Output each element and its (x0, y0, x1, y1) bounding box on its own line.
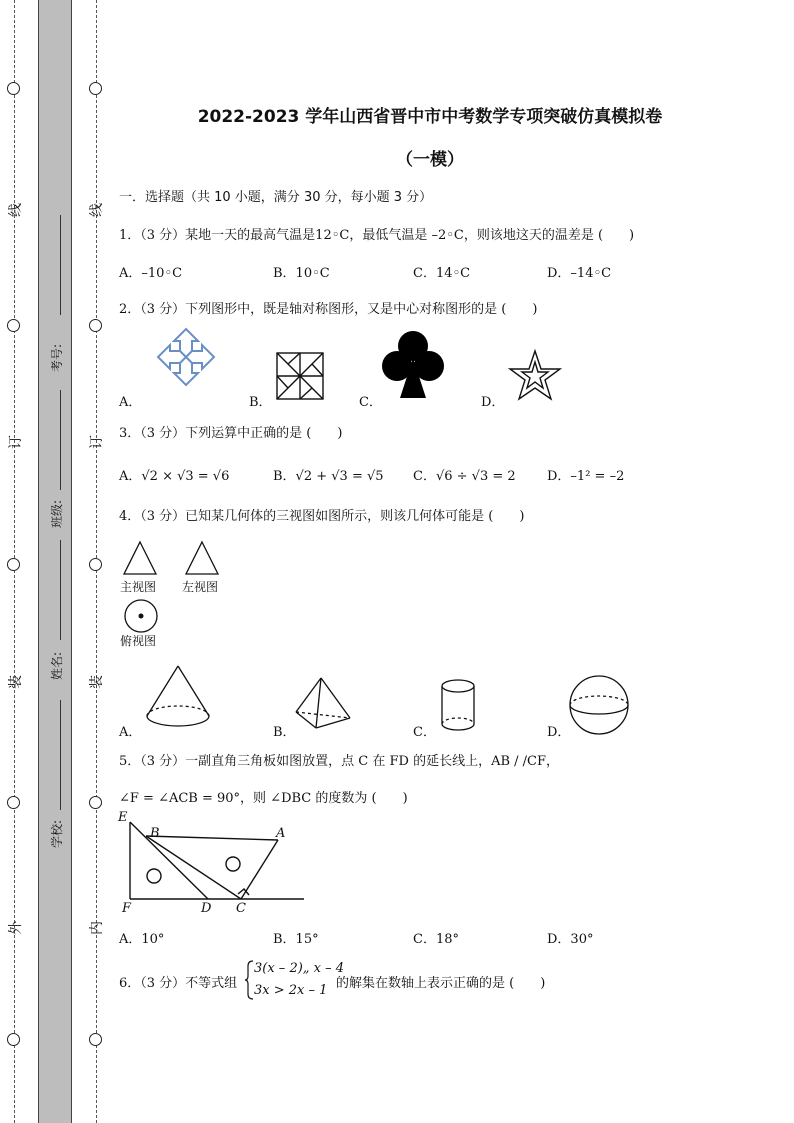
school-blank (60, 700, 61, 810)
q4-label-d: D． (547, 725, 571, 740)
q5-stem-line1: 5．（3 分）一副直角三角板如图放置，点 C 在 FD 的延长线上，AB / /CF， (119, 754, 560, 769)
inner-cut-char: 线 (89, 203, 105, 217)
q1-option-a: A．–10◦C (119, 266, 183, 281)
q4-top-view-label: 俯视图 (120, 634, 157, 648)
q5-label-a: A (276, 826, 286, 841)
q5-option-c: C．18° (413, 932, 459, 947)
binding-strip (38, 0, 72, 1123)
q2-label-d: D． (481, 395, 505, 410)
q4-pyramid-figure (294, 676, 352, 732)
q5-label-b: B (150, 826, 160, 841)
q5-label-d: D (201, 901, 212, 916)
inner-cut-char: 订 (89, 435, 105, 449)
q2-label-a: A． (119, 395, 142, 410)
q3-option-a: A．√2 × √3 = √6 (119, 469, 230, 484)
q2-label-b: B． (249, 395, 272, 410)
q5-label-e: E (118, 810, 128, 825)
q4-side-view-triangle (184, 540, 220, 576)
q3-option-b: B．√2 + √3 = √5 (273, 469, 384, 484)
q6-stem-start: 6．（3 分）不等式组 (119, 976, 238, 991)
class-label: 班级: (50, 499, 64, 528)
q4-front-view-label: 主视图 (120, 580, 157, 594)
q4-sphere-figure (568, 674, 630, 736)
outer-cut-char: 装 (8, 675, 24, 689)
q5-option-a: A．10° (119, 932, 165, 947)
q5-option-d: D．30° (547, 932, 594, 947)
q3-option-c: C．√6 ÷ √3 = 2 (413, 469, 516, 484)
q6-stem-end: 的解集在数轴上表示正确的是 ( ) (336, 976, 546, 991)
q4-side-view-label: 左视图 (182, 580, 219, 594)
q6-system-brace (244, 960, 254, 1000)
q2-label-c: C． (359, 395, 382, 410)
q2-club-figure (380, 328, 446, 400)
exam-number-label: 考号: (50, 343, 64, 372)
binding-hole (7, 319, 20, 332)
inner-cut-char: 内 (89, 921, 105, 935)
class-blank (60, 390, 61, 490)
binding-hole (89, 319, 102, 332)
binding-hole (89, 1033, 102, 1046)
q2-arrows-figure (146, 327, 226, 391)
q1-option-c: C．14◦C (413, 266, 471, 281)
name-label: 姓名: (50, 651, 64, 680)
q5-label-c: C (236, 901, 246, 916)
q2-stem: 2．（3 分）下列图形中，既是轴对称图形，又是中心对称图形的是 ( ) (119, 302, 538, 317)
binding-hole (7, 1033, 20, 1046)
q4-cylinder-figure (440, 678, 476, 734)
q4-front-view-triangle (122, 540, 158, 576)
q4-top-view-circle (122, 598, 160, 634)
inner-cut-char: 装 (89, 675, 105, 689)
q4-cone-figure (144, 664, 212, 730)
q2-star-figure (508, 350, 562, 402)
q2-pinwheel-figure (276, 352, 324, 400)
q4-label-a: A． (119, 725, 142, 740)
q6-inequality-1: 3(x – 2)„ x – 4 (254, 961, 345, 976)
q1-option-d: D．–14◦C (547, 266, 612, 281)
outer-cut-char: 外 (8, 921, 24, 935)
exam-number-blank (60, 215, 61, 315)
q5-stem-line2: ∠F = ∠ACB = 90°，则 ∠DBC 的度数为 ( ) (119, 791, 408, 806)
binding-hole (7, 82, 20, 95)
outer-cut-char: 线 (8, 203, 24, 217)
binding-hole (89, 796, 102, 809)
name-blank (60, 540, 61, 640)
section-heading: 一．选择题（共 10 小题，满分 30 分，每小题 3 分） (119, 190, 433, 205)
q1-option-b: B．10◦C (273, 266, 330, 281)
paper-subtitle: （一模） (396, 150, 464, 170)
q5-label-f: F (122, 901, 132, 916)
q3-stem: 3．（3 分）下列运算中正确的是 ( ) (119, 426, 343, 441)
q1-stem: 1．（3 分）某地一天的最高气温是12◦C，最低气温是 –2◦C，则该地这天的温差是 ( ) (119, 228, 635, 243)
binding-hole (7, 558, 20, 571)
q4-label-c: C． (413, 725, 436, 740)
binding-hole (89, 558, 102, 571)
q6-inequality-2: 3x > 2x – 1 (254, 983, 328, 998)
school-label: 学校: (50, 819, 64, 848)
q5-option-b: B．15° (273, 932, 319, 947)
binding-hole (7, 796, 20, 809)
outer-cut-char: 订 (8, 435, 24, 449)
q3-option-d: D．–1² = –2 (547, 469, 625, 484)
q4-stem: 4．（3 分）已知某几何体的三视图如图所示，则该几何体可能是 ( ) (119, 509, 525, 524)
binding-hole (89, 82, 102, 95)
paper-title: 2022-2023 学年山西省晋中市中考数学专项突破仿真模拟卷 (197, 107, 663, 127)
q4-label-b: B． (273, 725, 296, 740)
